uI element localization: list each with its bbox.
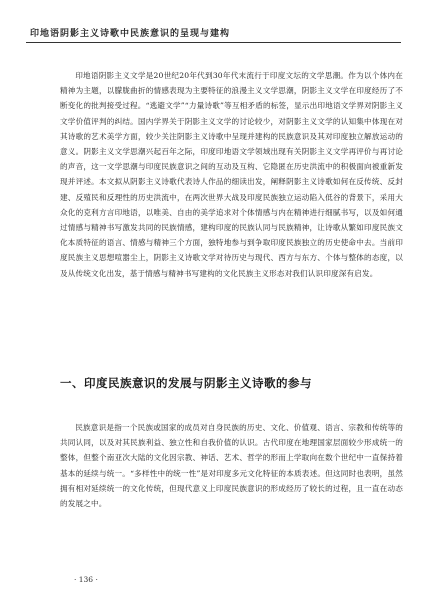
intro-paragraph: 印地语阴影主义文学是20世纪20年代到30年代末流行于印度文坛的文学思潮。作为以个体内在精神为主题，以朦胧曲折的情感表现为主要特征的浪漫主义文学思潮，阴影主义文学在印度经历了不断变化的批判接受过程。“逃避文学”“力量诗歌”等互相矛盾的标签，显示出印地语文学界对阴影主义文学价值评判的纠结。国内学界关于阴影主义文学的讨论较少，对阴影主义文学的认知集中体现在对其诗歌的艺术美学方面，较少关注阴影主义诗歌中呈现并建构的民族意识及其对印度独立解放运动的意义。阴影主义文学思潮兴起百年之际，印度印地语文学领域出现有关阴影主义文学再评价与再讨论的声音，这一文学思潮与印度民族意识之间的互动及互构、它隐匿在历史洪流中的积极面向被重新发现并评述。本文拟从阴影主义诗歌代表诗人作品的细读出发，阐释阴影主义诗歌如何在反传统、反封建、反殖民和反理性的历史洪流中，在两次世界大战及印度民族独立运动陷入低谷的背景下，采用大众化的克利方言印地语，以唯美、自由的美学追求对个体情感与内在精神进行细腻书写，以及如何通过情感与精神书写激发共同的民族情感，建构印度的民族认同与民族精神，让诗歌从繁如印度民族文化本质特征的语言、情感与精神三个方面，独特地参与到争取印度民族独立的历史使命中去。当前印度民族主义思想喧嚣尘上，阴影主义诗歌文学对待历史与现代、西方与东方、个体与整体的态度，以及从传统文化出发，基于情感与精神书写建构的文化民族主义形态对我们认识印度深有启发。 <box>60 71 403 278</box>
running-header: 印地语阴影主义诗歌中民族意识的呈现与建构 <box>30 29 231 39</box>
section-heading: 一、印度民族意识的发展与阴影主义诗歌的参与 <box>60 376 312 390</box>
section-paragraph: 民族意识是指一个民族或国家的成员对自身民族的历史、文化、价值观、语言、宗教和传统等的共同认同，以及对其民族利益、独立性和自我价值的认识。古代印度在地理国家层面较少形成统一的整体，但整个南亚次大陆的文化因宗教、神话、艺术、哲学的形而上学取向在数个世纪中一直保持着基本的延续与统一。“多样性中的统一性”是对印度多元文化特征的本质表述。但这同时也表明，虽然拥有相对延续统一的文化传统，但现代意义上印度民族意识的形成经历了较长的过程，且一直在动态的发展之中。 <box>60 423 403 509</box>
page-number: · 136 · <box>74 575 98 584</box>
header-rule <box>26 42 401 43</box>
